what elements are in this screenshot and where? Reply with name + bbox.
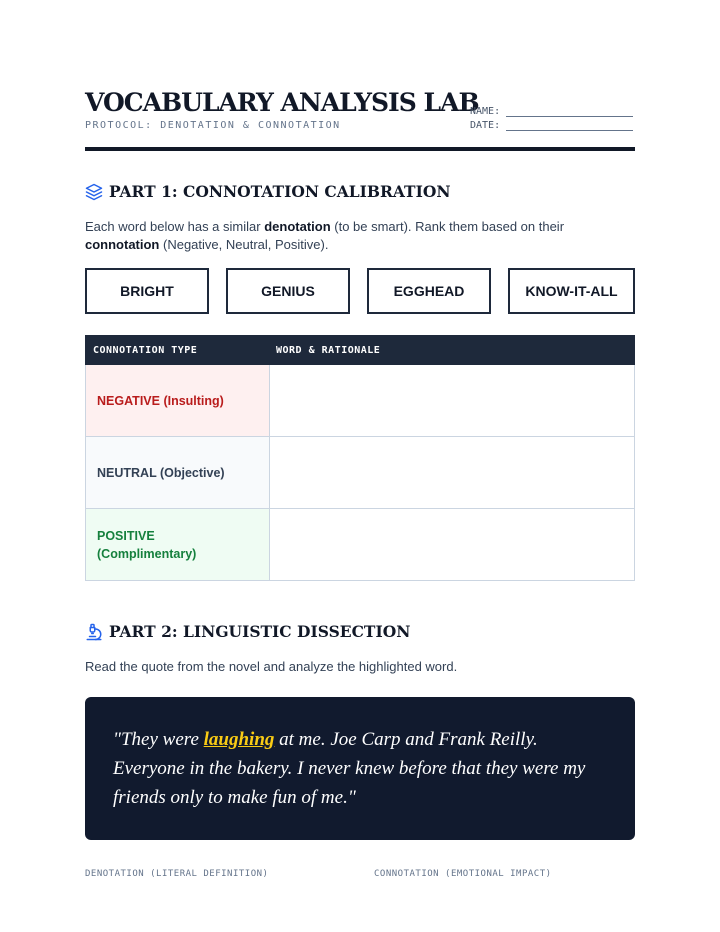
name-line[interactable] xyxy=(506,106,633,117)
connotation-column-header: CONNOTATION (EMOTIONAL IMPACT) xyxy=(374,869,552,879)
date-label: DATE: xyxy=(470,120,501,131)
table-row xyxy=(85,509,635,581)
date-line[interactable] xyxy=(506,120,633,131)
header-divider xyxy=(85,147,635,151)
date-field[interactable] xyxy=(470,120,633,131)
denotation-column-header: DENOTATION (LITERAL DEFINITION) xyxy=(85,869,269,879)
intro-connotation: connotation xyxy=(85,237,160,252)
intro-text: Each word below has a similar xyxy=(85,219,265,234)
quote-box xyxy=(85,697,635,840)
name-field[interactable] xyxy=(470,106,633,117)
row-label-negative: NEGATIVE (Insulting) xyxy=(86,365,270,436)
word-card[interactable]: BRIGHT xyxy=(85,268,209,314)
word-card[interactable]: KNOW-IT-ALL xyxy=(508,268,635,314)
answer-cell[interactable] xyxy=(270,509,634,580)
table-header xyxy=(85,335,635,365)
table-row xyxy=(85,365,635,437)
row-label-positive: POSITIVE (Complimentary) xyxy=(86,509,270,580)
protocol-subtitle: PROTOCOL: DENOTATION & CONNOTATION xyxy=(85,120,341,131)
quote-text: "They were xyxy=(113,729,204,750)
connotation-table xyxy=(85,335,635,581)
part1-heading xyxy=(85,182,451,201)
part2-title: PART 2: LINGUISTIC DISSECTION xyxy=(109,622,411,641)
quote-text: at me. Joe Carp and Frank Reilly. Everyone in the bakery. I never knew before that they were my friends only to make fun of me." xyxy=(113,729,586,808)
row-label-neutral: NEUTRAL (Objective) xyxy=(86,437,270,508)
worksheet-header xyxy=(85,88,635,152)
answer-cell[interactable] xyxy=(270,365,634,436)
column-header: WORD & RATIONALE xyxy=(276,344,381,356)
part2-instructions: Read the quote from the novel and analyze the highlighted word. xyxy=(85,659,458,674)
table-row xyxy=(85,437,635,509)
novel-quote xyxy=(113,725,607,812)
name-label: NAME: xyxy=(470,106,501,117)
answer-cell[interactable] xyxy=(270,437,634,508)
intro-text: (to be smart). Rank them based on their xyxy=(330,219,565,234)
part2-heading xyxy=(85,622,410,641)
highlighted-word: laughing xyxy=(203,729,275,750)
part1-title: PART 1: CONNOTATION CALIBRATION xyxy=(109,182,451,201)
word-bank xyxy=(85,268,635,314)
intro-denotation: denotation xyxy=(264,219,331,234)
column-header: CONNOTATION TYPE xyxy=(93,344,198,356)
microscope-icon xyxy=(85,623,103,641)
page-title: VOCABULARY ANALYSIS LAB xyxy=(85,88,479,117)
part1-instructions xyxy=(85,218,635,254)
word-card[interactable]: GENIUS xyxy=(226,268,350,314)
layers-icon xyxy=(85,183,103,201)
word-card[interactable]: EGGHEAD xyxy=(367,268,491,314)
intro-text: (Negative, Neutral, Positive). xyxy=(159,237,329,252)
